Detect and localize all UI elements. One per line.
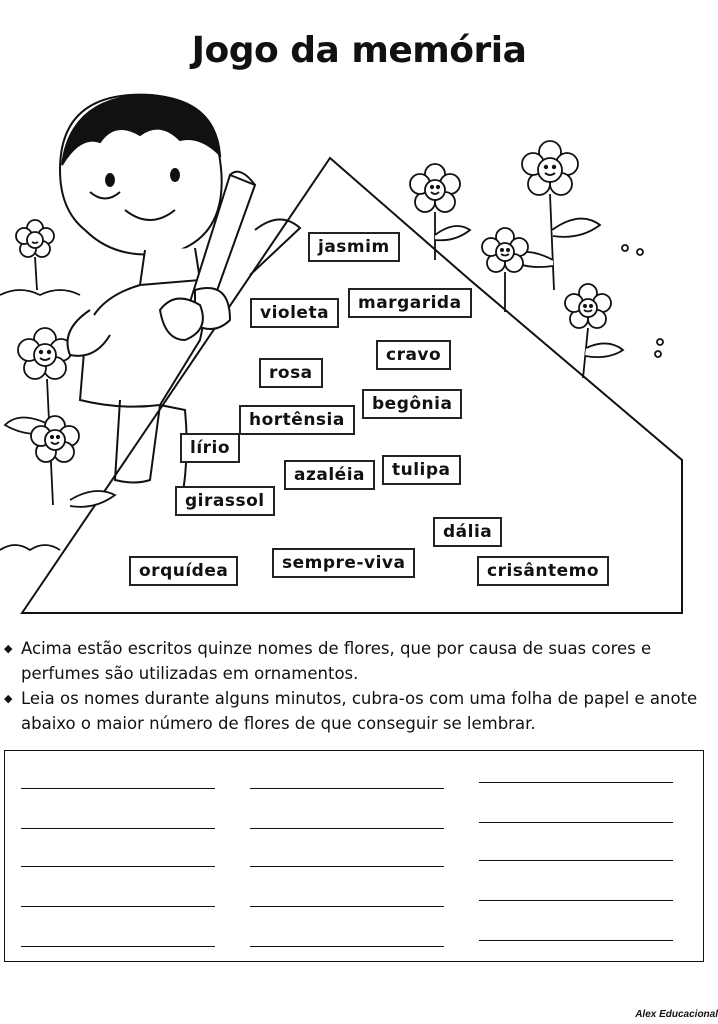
answer-line[interactable] xyxy=(479,782,673,783)
instruction-item xyxy=(4,686,716,736)
flower-word: margarida xyxy=(348,288,472,318)
flower-word: rosa xyxy=(259,358,323,388)
flower-word: lírio xyxy=(180,433,240,463)
flower-word: azaléia xyxy=(284,460,375,490)
bullet-icon: ◆ xyxy=(4,642,13,655)
flower-word: orquídea xyxy=(129,556,238,586)
flower-word: tulipa xyxy=(382,455,461,485)
instruction-text: Acima estão escritos quinze nomes de flores, que por causa de suas cores e perfumes são utilizadas em ornamentos. xyxy=(21,639,652,683)
answer-line[interactable] xyxy=(250,906,444,907)
flower-word: hortênsia xyxy=(239,405,355,435)
flower-word: cravo xyxy=(376,340,451,370)
flower-word: sempre-viva xyxy=(272,548,415,578)
answer-line[interactable] xyxy=(479,860,673,861)
answer-line[interactable] xyxy=(250,828,444,829)
answer-line[interactable] xyxy=(250,866,444,867)
answer-line[interactable] xyxy=(250,788,444,789)
answer-box xyxy=(4,750,704,962)
flower-word: jasmim xyxy=(308,232,400,262)
answer-line[interactable] xyxy=(21,946,215,947)
answer-line[interactable] xyxy=(21,828,215,829)
answer-line[interactable] xyxy=(21,906,215,907)
answer-line[interactable] xyxy=(21,866,215,867)
instruction-text: Leia os nomes durante alguns minutos, cubra-os com uma folha de papel e anote abaixo o maior número de flores de que conseguir se lembrar. xyxy=(21,689,698,733)
flower-word: dália xyxy=(433,517,502,547)
answer-line[interactable] xyxy=(479,900,673,901)
answer-line[interactable] xyxy=(479,822,673,823)
answer-line[interactable] xyxy=(21,788,215,789)
flower-word: crisântemo xyxy=(477,556,609,586)
bullet-icon: ◆ xyxy=(4,692,13,705)
instruction-item xyxy=(4,636,716,686)
page-title: Jogo da memória xyxy=(191,30,527,71)
flower-word: girassol xyxy=(175,486,275,516)
footer-credit: Alex Educacional xyxy=(635,1009,718,1020)
flower-word: violeta xyxy=(250,298,339,328)
illustration xyxy=(0,80,718,620)
answer-line[interactable] xyxy=(479,940,673,941)
flower-word: begônia xyxy=(362,389,462,419)
answer-line[interactable] xyxy=(250,946,444,947)
